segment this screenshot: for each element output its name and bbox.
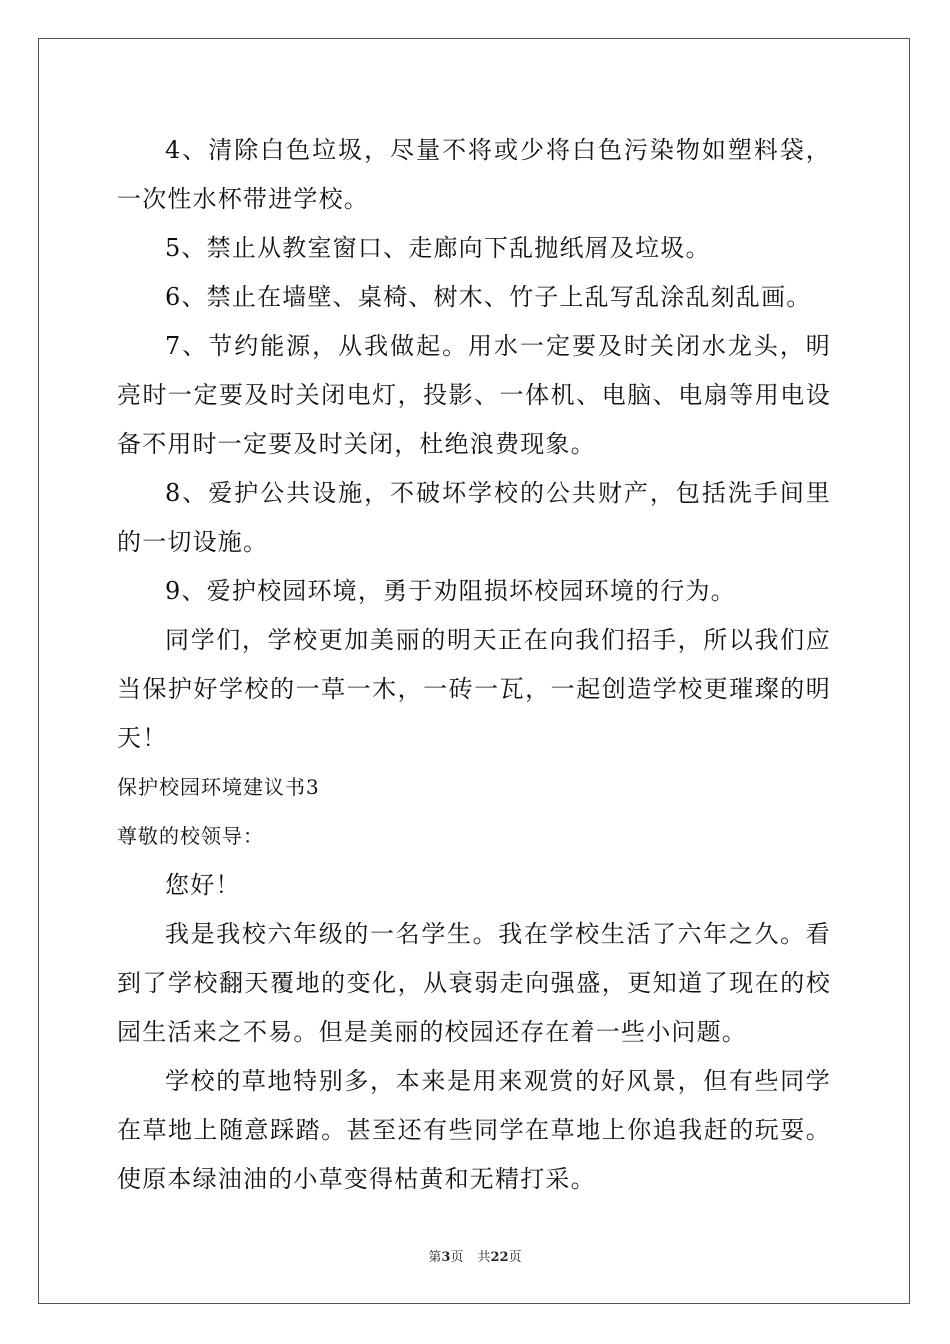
paragraph-item-8: 8、爱护公共设施，不破坏学校的公共财产，包括洗手间里的一切设施。 (117, 479, 831, 556)
greeting: 您好！ (165, 871, 241, 899)
page-suffix: 页 (450, 1250, 464, 1265)
body-paragraph: 我是我校六年级的一名学生。我在学校生活了六年之久。看到了学校翻天覆地的变化，从衰弱走向强盛，更知道了现在的校园生活来之不易。但是美丽的校园还存在着一些小问题。 (117, 920, 831, 1046)
paragraph-item-5: 5、禁止从教室窗口、走廊向下乱抛纸屑及垃圾。 (165, 234, 711, 262)
page-prefix: 第 (428, 1250, 442, 1265)
paragraph-item-7: 7、节约能源，从我做起。用水一定要及时关闭水龙头，明亮时一定要及时关闭电灯，投影、一体机、电脑、电扇等用电设备不用时一定要及时关闭，杜绝浪费现象。 (117, 332, 831, 458)
section-title: 保护校园环境建议书3 (117, 775, 320, 799)
paragraph-item-6: 6、禁止在墙壁、桌椅、树木、竹子上乱写乱涂乱刻乱画。 (165, 283, 812, 311)
total-page-count: 22 (490, 1250, 509, 1265)
page-footer (0, 1246, 950, 1265)
paragraph-item-9: 9、爱护校园环境，勇于劝阻损坏校园环境的行为。 (165, 577, 736, 605)
total-suffix: 页 (508, 1250, 522, 1265)
current-page-number: 3 (441, 1250, 451, 1265)
body-paragraph: 学校的草地特别多，本来是用来观赏的好风景，但有些同学在草地上随意踩踏。甚至还有些同学在草地上你追我赶的玩耍。使原本绿油油的小草变得枯黄和无精打采。 (117, 1067, 831, 1193)
closing-paragraph: 同学们，学校更加美丽的明天正在向我们招手，所以我们应当保护好学校的一草一木，一砖一瓦，一起创造学校更璀璨的明天！ (117, 626, 831, 752)
document-body (117, 126, 831, 1204)
salutation: 尊敬的校领导： (117, 824, 264, 848)
total-prefix: 共 (477, 1250, 491, 1265)
paragraph-item-4: 4、清除白色垃圾，尽量不将或少将白色污染物如塑料袋，一次性水杯带进学校。 (117, 136, 831, 213)
